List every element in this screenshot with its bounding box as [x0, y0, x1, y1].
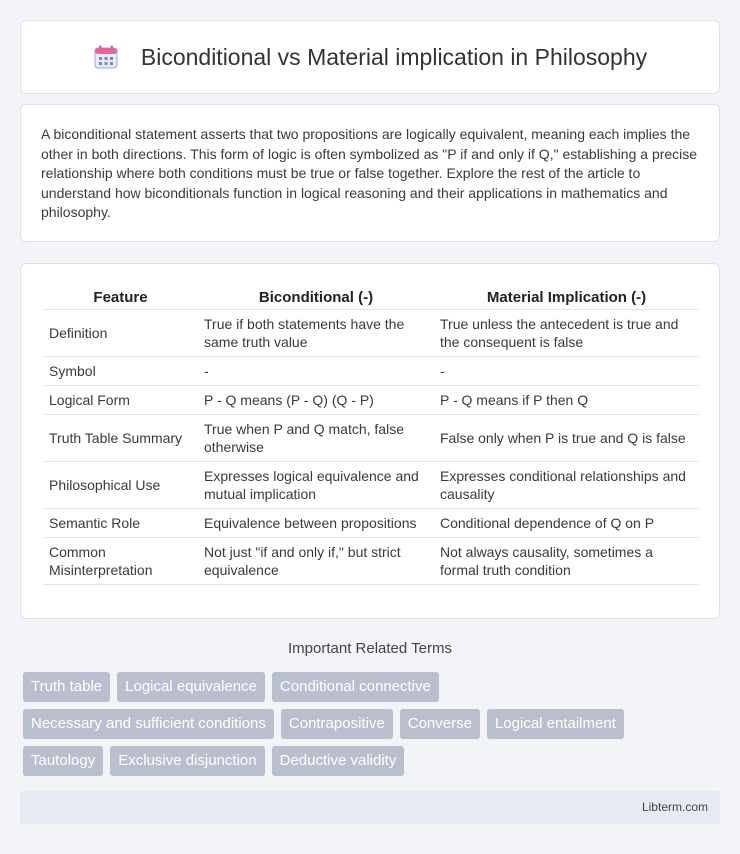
table-cell: Semantic Role	[43, 509, 198, 538]
table-cell: P - Q means (P - Q) (Q - P)	[198, 386, 434, 415]
tag-truth-table[interactable]: Truth table	[23, 672, 110, 702]
tag-converse[interactable]: Converse	[400, 709, 480, 739]
tag-row	[23, 709, 723, 739]
page-title: Biconditional vs Material implication in Philosophy	[140, 43, 648, 70]
intro-text: A biconditional statement asserts that two propositions are logically equivalent, meaning each implies the other in both directions. This form of logic is often symbolized as "P if and only if Q," establishing a precise relationship where both conditions must be true or false together. Explore the rest of the article to understand how biconditionals function in logical reasoning and their applications in mathematics and philosophy.	[41, 126, 698, 220]
tag-exclusive-disjunction[interactable]: Exclusive disjunction	[110, 746, 264, 776]
table-cell: Conditional dependence of Q on P	[434, 509, 699, 538]
table-cell: Logical Form	[43, 386, 198, 415]
intro-card	[20, 104, 720, 242]
table-cell: P - Q means if P then Q	[434, 386, 699, 415]
header-card	[20, 20, 720, 94]
tag-tautology[interactable]: Tautology	[23, 746, 103, 776]
table-row	[43, 462, 699, 509]
table-cell: Equivalence between propositions	[198, 509, 434, 538]
table-cell: True unless the antecedent is true and the consequent is false	[434, 310, 699, 357]
table-cell: False only when P is true and Q is false	[434, 415, 699, 462]
table-cell: Not just "if and only if," but strict equivalence	[198, 538, 434, 585]
tag-necessary-sufficient[interactable]: Necessary and sufficient conditions	[23, 709, 274, 739]
table-cell: Not always causality, sometimes a formal truth condition	[434, 538, 699, 585]
tag-logical-entailment[interactable]: Logical entailment	[487, 709, 624, 739]
table-cell: -	[198, 357, 434, 386]
table-row	[43, 386, 699, 415]
table-row	[43, 538, 699, 585]
tag-deductive-validity[interactable]: Deductive validity	[272, 746, 405, 776]
table-row	[43, 310, 699, 357]
table-cell: True when P and Q match, false otherwise	[198, 415, 434, 462]
header-feature: Feature	[43, 286, 198, 310]
comparison-table	[43, 286, 699, 585]
tag-row	[23, 746, 723, 776]
table-cell: -	[434, 357, 699, 386]
header-biconditional: Biconditional (-)	[198, 286, 434, 310]
tag-logical-equivalence[interactable]: Logical equivalence	[117, 672, 265, 702]
table-cell: Definition	[43, 310, 198, 357]
header-material-implication: Material Implication (-)	[434, 286, 699, 310]
tag-conditional-connective[interactable]: Conditional connective	[272, 672, 439, 702]
table-row	[43, 415, 699, 462]
table-cell: Symbol	[43, 357, 198, 386]
table-cell: Expresses conditional relationships and causality	[434, 462, 699, 509]
table-row	[43, 357, 699, 386]
table-cell: Common Misinterpretation	[43, 538, 198, 585]
table-cell: Expresses logical equivalence and mutual implication	[198, 462, 434, 509]
related-terms-title: Important Related Terms	[288, 640, 452, 657]
tag-contrapositive[interactable]: Contrapositive	[281, 709, 393, 739]
table-cell: Truth Table Summary	[43, 415, 198, 462]
related-terms-list	[23, 672, 723, 783]
tag-row	[23, 672, 723, 702]
comparison-card	[20, 263, 720, 619]
table-cell: True if both statements have the same truth value	[198, 310, 434, 357]
table-header-row	[43, 286, 699, 310]
footer	[20, 791, 720, 824]
footer-brand[interactable]: Libterm.com	[641, 800, 708, 814]
table-row	[43, 509, 699, 538]
table-cell: Philosophical Use	[43, 462, 198, 509]
calendar-icon	[93, 44, 119, 70]
